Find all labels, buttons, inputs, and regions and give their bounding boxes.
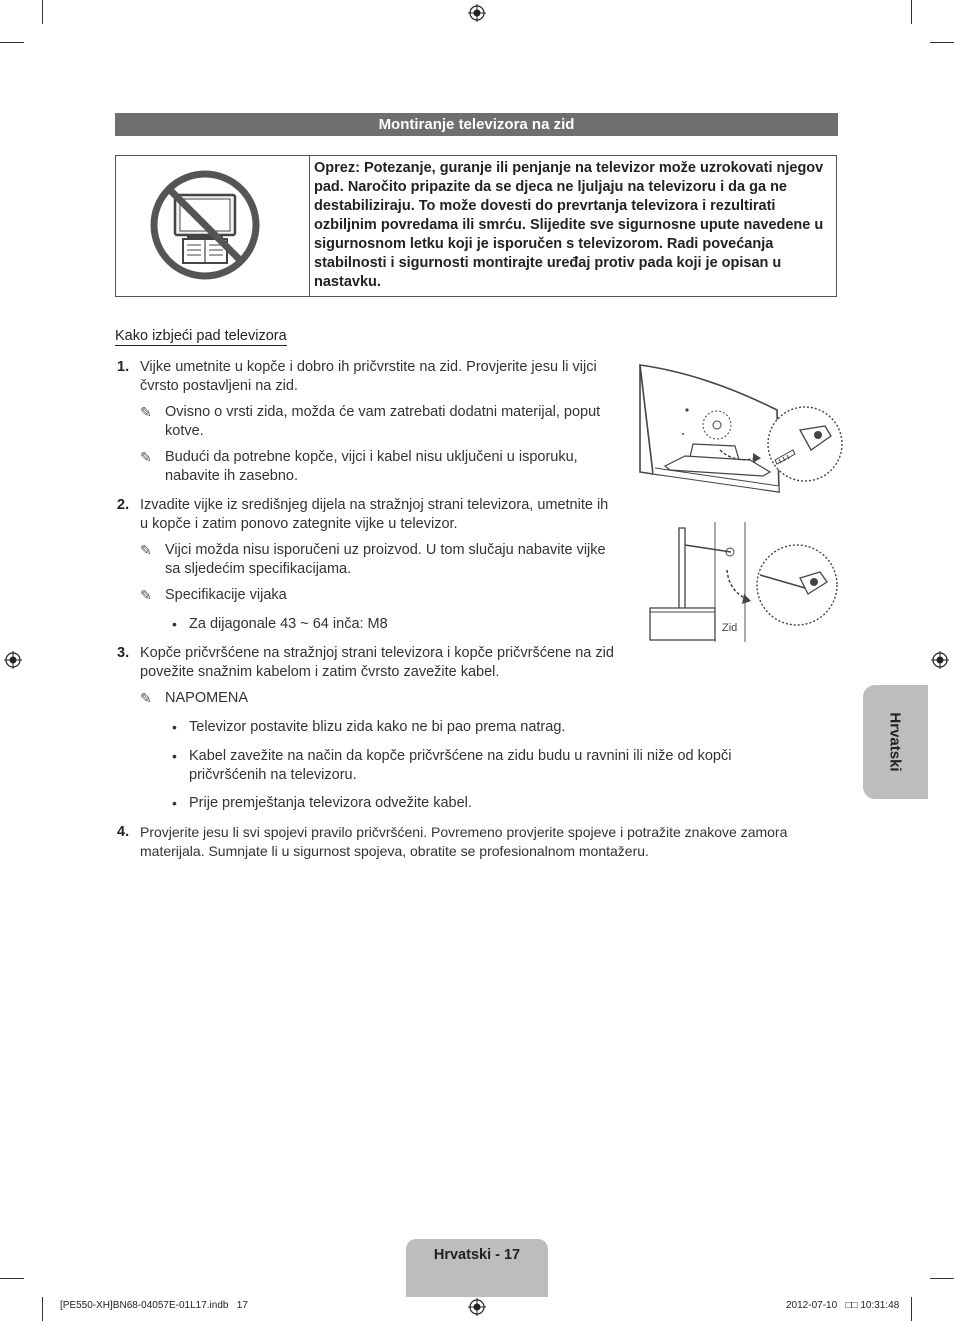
pencil-note-icon: ✎ — [140, 587, 152, 603]
caution-text: Oprez: Potezanje, guranje ili penjanje na televizor može uzrokovati njegov pad. Naročito pripazite da se djeca ne ljuljaju na televizoru i da ga ne destabiliziraju. To može dovesti do prevrtanja televizora i rezultirati ozbiljnim povredama ili smrću. Slijedite sve sigurnosne upute navedene u sigurnosnom letku koji je isporučen s televizorom. Radi povećanja stabilnosti i sigurnosti montirajte uređaj protiv pada koji je opisan u nastavku. — [314, 160, 824, 290]
pencil-note-icon: ✎ — [140, 404, 152, 420]
crop-mark — [911, 1297, 912, 1321]
step-number: 1. — [117, 359, 130, 375]
crop-mark — [911, 0, 912, 24]
caution-image-cell — [116, 156, 310, 296]
language-side-tab-label: Hrvatski — [886, 712, 904, 772]
bullet-text: Za dijagonale 43 ~ 64 inča: M8 — [189, 616, 388, 632]
no-climbing-tv-icon — [149, 167, 269, 287]
step-number: 4. — [117, 824, 130, 840]
step-text: Provjerite jesu li svi spojevi pravilo pričvršćeni. Povremeno provjerite spojeve i potražite znakove zamora materijala. Sumnjate li u sigurnost spojeva, obratite se profesionalnom montažeru. — [140, 824, 788, 859]
registration-mark-icon — [4, 651, 22, 669]
footer-page-tab — [406, 1239, 548, 1297]
bullet-icon: • — [172, 719, 177, 735]
note-text: Budući da potrebne kopče, vijci i kabel nisu uključeni u isporuku, nabavite ih zasebno. — [165, 449, 578, 484]
wall-label: Zid — [722, 622, 738, 634]
bullet-text: Televizor postavite blizu zida kako ne bi pao prema natrag. — [189, 719, 566, 735]
crop-mark — [42, 1297, 43, 1321]
caution-box — [115, 155, 837, 297]
step-text: Vijke umetnite u kopče i dobro ih pričvrstite na zid. Provjerite jesu li vijci čvrsto postavljeni na zid. — [140, 359, 597, 394]
crop-mark — [0, 1278, 24, 1279]
section-title: Montiranje televizora na zid — [115, 113, 838, 136]
registration-mark-icon — [931, 651, 949, 669]
crop-mark — [42, 0, 43, 24]
tv-wall-cable-diagram — [645, 520, 855, 645]
bullet-icon: • — [172, 616, 177, 632]
note-text: Vijci možda nisu isporučeni uz proizvod. U tom slučaju nabavite vijke sa sljedećim specifikacijama. — [165, 542, 606, 577]
registration-mark-icon — [468, 1298, 486, 1316]
pencil-note-icon: ✎ — [140, 449, 152, 465]
language-side-tab — [863, 685, 928, 799]
pencil-note-icon: ✎ — [140, 542, 152, 558]
bullet-icon: • — [172, 748, 177, 764]
crop-mark — [930, 1278, 954, 1279]
bullet-text: Prije premještanja televizora odvežite kabel. — [189, 795, 472, 811]
bullet-text: Kabel zavežite na način da kopče pričvršćene na zidu budu u ravnini ili niže od kopči pričvršćenih na televizoru. — [189, 748, 732, 783]
page-number: Hrvatski - 17 — [433, 1247, 521, 1263]
pencil-note-icon: ✎ — [140, 690, 152, 706]
step-number: 3. — [117, 645, 130, 661]
note-text: Specifikacije vijaka — [165, 587, 287, 603]
crop-mark — [930, 42, 954, 43]
note-text: Ovisno o vrsti zida, možda će vam zatrebati dodatni materijal, poput kotve. — [165, 404, 601, 439]
registration-mark-icon — [468, 4, 486, 22]
step-text: Izvadite vijke iz središnjeg dijela na stražnjoj strani televizora, umetnite ih u kopče i zatim ponovo zategnite vijke u televizor. — [140, 497, 609, 532]
step-number: 2. — [117, 497, 130, 513]
tv-back-clip-diagram — [635, 362, 845, 502]
subheading: Kako izbjeći pad televizora — [115, 328, 287, 344]
print-file-info: [PE550-XH]BN68-04057E-01L17.indb 17 — [60, 1300, 248, 1311]
note-text: NAPOMENA — [165, 690, 248, 706]
crop-mark — [0, 42, 24, 43]
step-text: Kopče pričvršćene na stražnjoj strani televizora i kopče pričvršćene na zid povežite snažnim kabelom i zatim čvrsto zavežite kabel. — [140, 645, 614, 680]
bullet-icon: • — [172, 795, 177, 811]
print-date-info: 2012-07-10 □□ 10:31:48 — [786, 1300, 900, 1311]
